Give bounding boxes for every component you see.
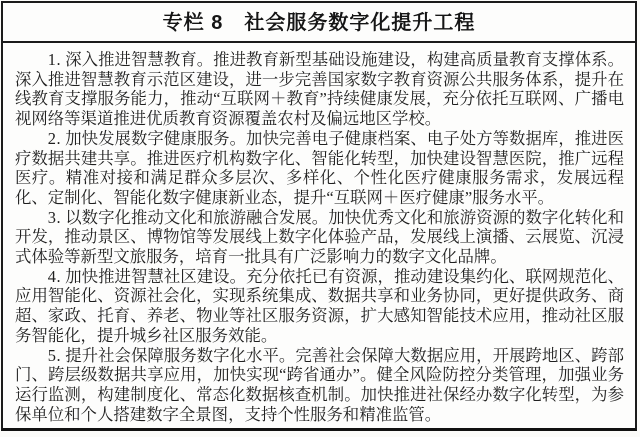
item-text: 推进教育新型基础设施建设，构建高质量教育支撑体系。深入推进智慧教育示范区建设，进一步完善国家数字教育资源公共服务体系，提升在线教育支撑服务能力，推动“互联网＋教育”持续健康发展，充分依托互联网、广播电视网络等渠道推进优质教育资源覆盖农村及偏远地区学校。 bbox=[15, 50, 625, 129]
item-lead: 加快推进智慧社区建设。 bbox=[65, 266, 247, 286]
paragraph-3 bbox=[15, 208, 624, 267]
box-title: 专栏 8 社会服务数字化提升工程 bbox=[3, 3, 635, 43]
paragraph-5 bbox=[15, 346, 624, 425]
column-box bbox=[1, 1, 637, 431]
item-number: 4. bbox=[47, 266, 62, 286]
item-text: 加快优秀文化和旅游资源的数字化转化和开发，推动景区、博物馆等发展线上数字化体验产品，发展线上演播、云展览、沉浸式体验等新型文旅服务，培育一批具有广泛影响力的数字文化品牌。 bbox=[15, 207, 625, 267]
item-text: 加快完善电子健康档案、电子处方等数据库，推进医疗数据共建共享。推进医疗机构数字化、智能化转型，加快建设智慧医院，推广远程医疗。精准对接和满足群众多层次、多样化、个性化医疗健康服务需求，发展远程化、定制化、智能化数字健康新业态，提升“互联网＋医疗健康”服务水平。 bbox=[15, 128, 625, 207]
paragraph-4 bbox=[15, 267, 624, 346]
item-lead: 提升社会保障服务数字化水平。 bbox=[65, 345, 296, 365]
item-number: 2. bbox=[47, 128, 62, 148]
item-text: 完善社会保障大数据应用，开展跨地区、跨部门、跨层级数据共享应用，加快实现“跨省通办”。健全风险防控分类管理，加强业务运行监测，构建制度化、常态化数据核查机制。加快推进社保经办数字化转型，为参保单位和个人搭建数字全景图，支持个性服务和精准监管。 bbox=[15, 345, 625, 424]
item-lead: 深入推进智慧教育。 bbox=[65, 50, 214, 69]
item-lead: 以数字化推动文化和旅游融合发展。 bbox=[65, 207, 329, 227]
item-number: 3. bbox=[47, 207, 62, 227]
paragraph-1 bbox=[15, 50, 624, 129]
paragraph-2 bbox=[15, 129, 624, 208]
item-number: 1. bbox=[47, 50, 62, 69]
box-body bbox=[3, 43, 635, 424]
item-lead: 加快发展数字健康服务。 bbox=[65, 128, 247, 148]
item-text: 充分依托已有资源，推动建设集约化、联网规范化、应用智能化、资源社会化，实现系统集成、数据共享和业务协同，更好提供政务、商超、家政、托育、养老、物业等社区服务资源，扩大感知智能技术应用，推动社区服务智能化，提升城乡社区服务效能。 bbox=[15, 266, 625, 345]
item-number: 5. bbox=[47, 345, 62, 365]
